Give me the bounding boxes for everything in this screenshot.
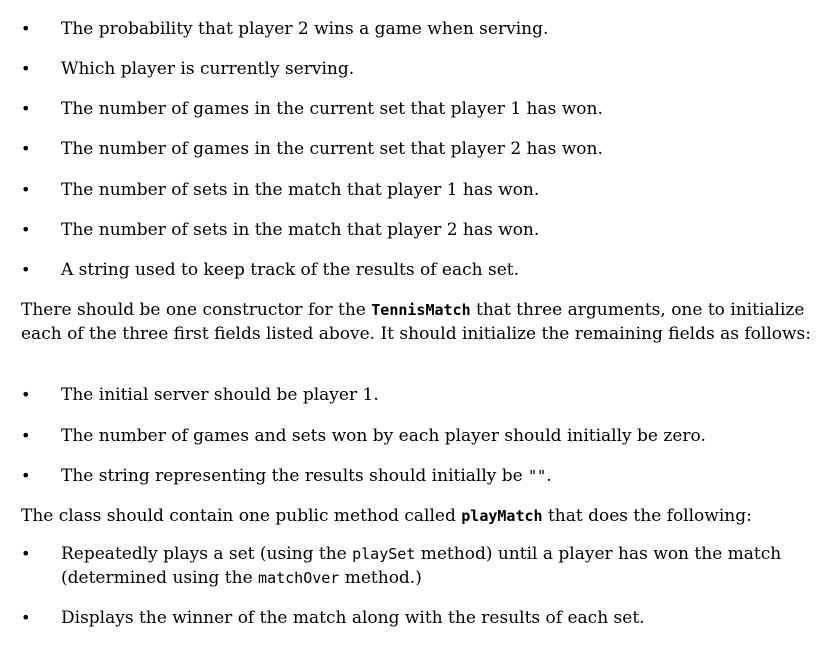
list-item-text: Displays the winner of the match along with the results of each set. — [61, 608, 645, 628]
list-item-text: The initial server should be player 1. — [61, 385, 379, 405]
matchover-code: matchOver — [258, 569, 340, 587]
list-item-text — [61, 542, 781, 566]
paragraph-text: The class should contain one public method called — [21, 506, 462, 526]
bullet-icon: • — [21, 19, 31, 38]
bullet-icon: • — [21, 59, 31, 78]
bullet-icon: • — [21, 180, 31, 199]
method-name-code: playMatch — [461, 507, 543, 525]
constructor-paragraph — [21, 298, 811, 346]
list-item-text — [61, 464, 552, 488]
list-item-text-part: . — [546, 466, 552, 486]
list-item-text — [61, 566, 422, 590]
class-name-code: TennisMatch — [371, 301, 471, 319]
empty-string-code: "" — [528, 467, 547, 485]
list-item-text-part: method) until a player has won the match — [415, 544, 782, 564]
list-item-text: The number of sets in the match that player 1 has won. — [61, 180, 540, 200]
paragraph-text: that does the following: — [542, 506, 752, 526]
bullet-icon: • — [21, 466, 31, 485]
bullet-icon: • — [21, 608, 31, 627]
bullet-icon: • — [21, 220, 31, 239]
bullet-icon: • — [21, 426, 31, 445]
paragraph-text: There should be one constructor for the — [21, 300, 372, 320]
list-item-text: A string used to keep track of the results of each set. — [61, 260, 520, 280]
list-item-text-part: (determined using the — [61, 568, 259, 588]
list-item-text: The probability that player 2 wins a game when serving. — [61, 19, 549, 39]
method-paragraph — [21, 504, 811, 528]
playset-code: playSet — [352, 545, 416, 563]
list-item-text: The number of sets in the match that player 2 has won. — [61, 220, 540, 240]
bullet-icon: • — [21, 139, 31, 158]
list-item-text: The number of games in the current set that player 2 has won. — [61, 139, 603, 159]
list-item-text-part: The string representing the results should initially be — [61, 466, 529, 486]
list-item-text-part: Repeatedly plays a set (using the — [61, 544, 353, 564]
bullet-icon: • — [21, 385, 31, 404]
bullet-icon: • — [21, 99, 31, 118]
list-item-text: The number of games in the current set that player 1 has won. — [61, 99, 603, 119]
bullet-icon: • — [21, 544, 31, 563]
bullet-icon: • — [21, 260, 31, 279]
list-item-text-part: method.) — [339, 568, 422, 588]
list-item-text: Which player is currently serving. — [61, 59, 355, 79]
list-item-text: The number of games and sets won by each player should initially be zero. — [61, 426, 706, 446]
paragraph-text: that three arguments, one to initialize each of the three first fields listed above. It should initialize the remaining fields as follows: — [21, 300, 811, 344]
